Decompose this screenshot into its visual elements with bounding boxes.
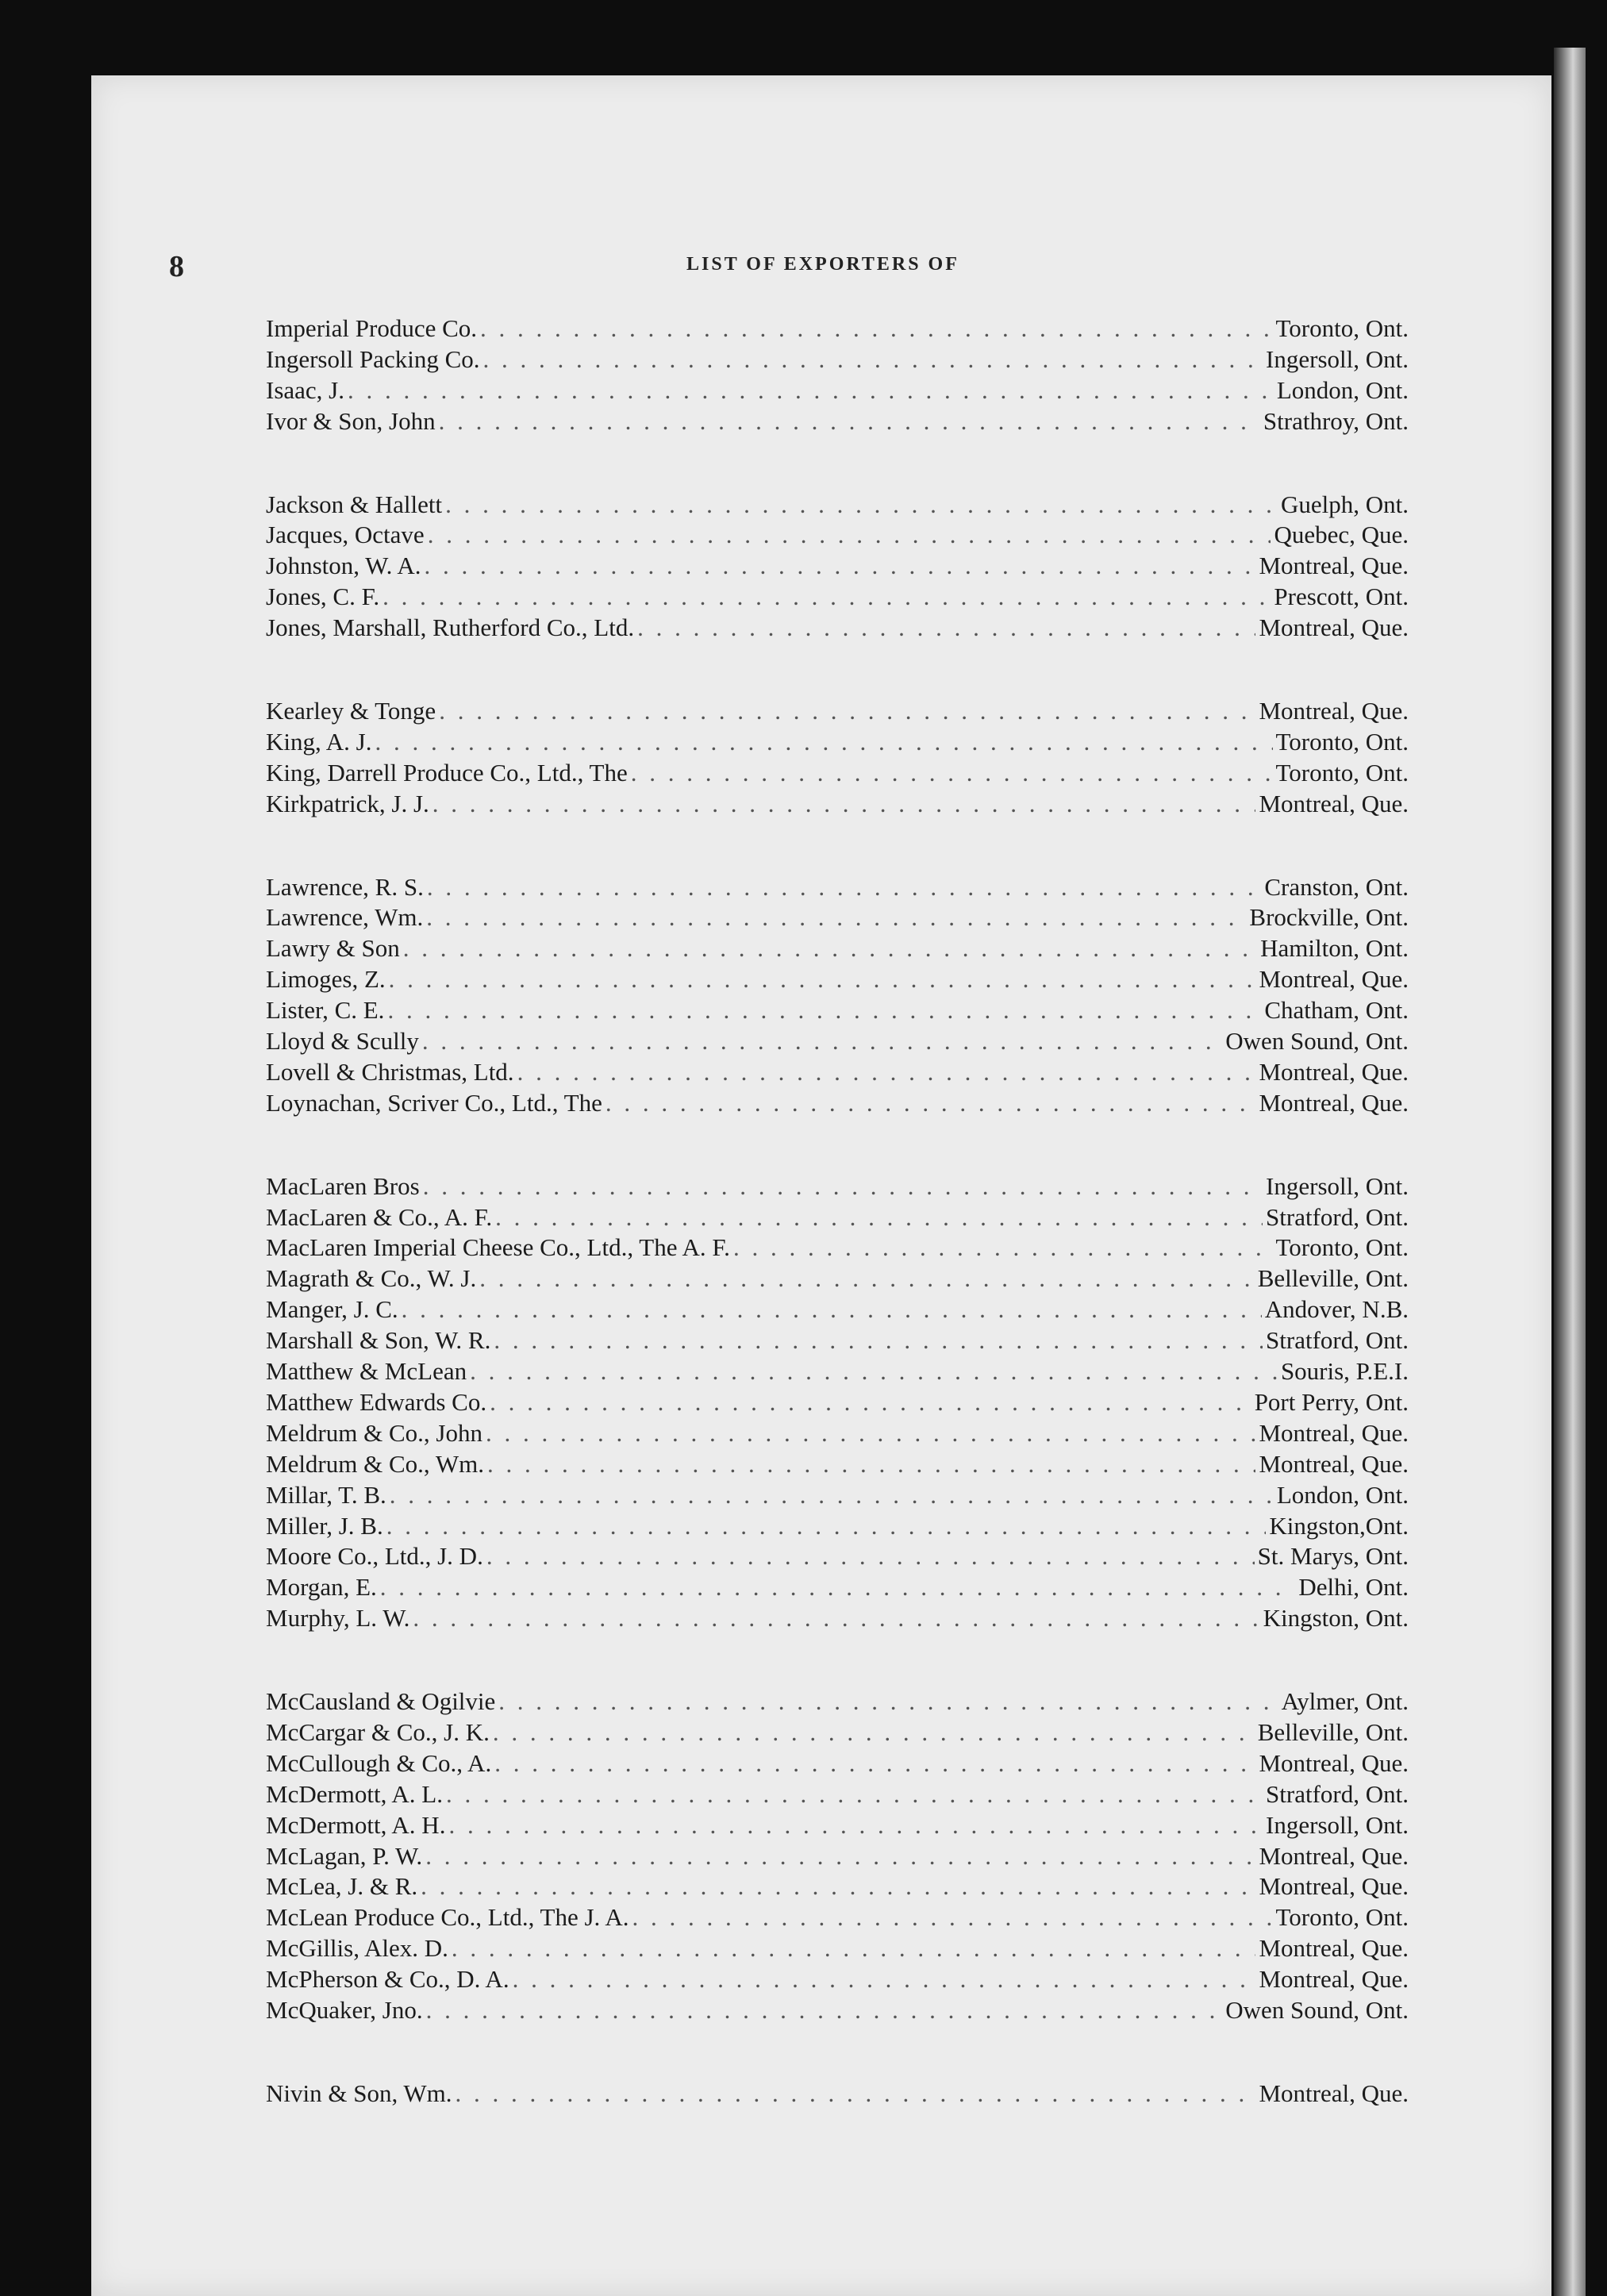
letter-group (266, 2079, 1409, 2109)
exporter-entry (266, 696, 1409, 727)
dot-leader (606, 1088, 1256, 1119)
exporter-name: Marshall & Son, W. R. (266, 1326, 491, 1355)
exporter-entry (266, 551, 1409, 582)
dot-leader (403, 933, 1257, 964)
exporter-entry (266, 1387, 1409, 1418)
dot-leader (494, 1748, 1255, 1779)
exporter-entry (266, 613, 1409, 644)
exporter-entry (266, 872, 1409, 903)
letter-group (266, 872, 1409, 1119)
exporter-entry (266, 1202, 1409, 1233)
exporter-location: Montreal, Que. (1259, 552, 1409, 580)
exporter-name: McCargar & Co., J. K. (266, 1717, 490, 1746)
book-spine-edge (1554, 48, 1586, 2296)
exporter-entry (266, 1480, 1409, 1511)
dot-leader (426, 1995, 1223, 2026)
exporter-name: MacLaren & Co., A. F. (266, 1202, 493, 1231)
exporter-entry (266, 406, 1409, 437)
exporter-location: Kingston,Ont. (1269, 1511, 1409, 1540)
exporter-entry (266, 1294, 1409, 1325)
dot-leader (390, 1480, 1274, 1511)
exporter-name: McGillis, Alex. D. (266, 1934, 448, 1963)
exporter-location: Strathroy, Ont. (1263, 406, 1409, 435)
exporter-name: McCullough & Co., A. (266, 1748, 492, 1777)
exporter-name: Lawrence, Wm. (266, 903, 424, 932)
dot-leader (383, 582, 1271, 613)
exporter-entry (266, 313, 1409, 344)
exporter-location: Belleville, Ont. (1257, 1717, 1409, 1746)
exporter-name: McPherson & Co., D. A. (266, 1965, 509, 1994)
letter-group (266, 696, 1409, 820)
exporter-name: McLagan, P. W. (266, 1841, 423, 1870)
exporter-entry (266, 902, 1409, 933)
exporter-entry (266, 1088, 1409, 1119)
exporter-name: Kearley & Tonge (266, 697, 436, 725)
exporter-entry (266, 1748, 1409, 1779)
exporter-location: Toronto, Ont. (1275, 314, 1409, 342)
dot-leader (637, 613, 1255, 644)
exporter-entry (266, 1511, 1409, 1542)
dot-leader (387, 995, 1261, 1026)
exporter-entry (266, 1325, 1409, 1356)
exporter-name: Moore Co., Ltd., J. D. (266, 1542, 483, 1571)
exporter-entry (266, 1841, 1409, 1872)
exporter-name: King, A. J. (266, 727, 372, 756)
exporter-location: Owen Sound, Ont. (1225, 1027, 1409, 1056)
dot-leader (413, 1603, 1259, 1634)
dot-leader (448, 1810, 1263, 1841)
exporter-name: Murphy, L. W. (266, 1604, 410, 1633)
dot-leader (446, 1779, 1263, 1810)
exporter-location: Aylmer, Ont. (1281, 1687, 1409, 1716)
exporter-name: Isaac, J. (266, 375, 344, 404)
exporter-location: Montreal, Que. (1259, 1418, 1409, 1447)
dot-leader (445, 490, 1278, 521)
exporter-location: St. Marys, Ont. (1257, 1542, 1409, 1571)
exporter-location: Montreal, Que. (1259, 1449, 1409, 1478)
exporter-location: Hamilton, Ont. (1260, 934, 1409, 963)
dot-leader (433, 789, 1256, 820)
exporter-entry (266, 1995, 1409, 2026)
exporter-entry (266, 1603, 1409, 1634)
exporter-name: Nivin & Son, Wm. (266, 2079, 452, 2107)
exporter-location: Kingston, Ont. (1263, 1604, 1409, 1633)
exporter-entry (266, 1449, 1409, 1480)
exporter-name: Jones, C. F. (266, 583, 380, 611)
exporter-name: Meldrum & Co., John (266, 1418, 482, 1447)
dot-leader (498, 1686, 1278, 1717)
dot-leader (425, 1841, 1255, 1872)
exporter-location: Toronto, Ont. (1275, 727, 1409, 756)
dot-leader (452, 1933, 1256, 1964)
exporter-location: Delhi, Ont. (1298, 1573, 1409, 1602)
exporter-name: McLean Produce Co., Ltd., The J. A. (266, 1903, 629, 1932)
exporter-entry (266, 1779, 1409, 1810)
exporter-location: Montreal, Que. (1259, 2079, 1409, 2107)
dot-leader (427, 872, 1261, 903)
letter-group (266, 1686, 1409, 2026)
exporter-name: Johnston, W. A. (266, 552, 421, 580)
dot-leader (480, 313, 1273, 344)
exporter-entry (266, 2079, 1409, 2109)
dot-leader (422, 1026, 1222, 1057)
exporter-name: Jones, Marshall, Rutherford Co., Ltd. (266, 613, 635, 642)
exporter-entry (266, 727, 1409, 758)
exporter-location: Belleville, Ont. (1257, 1264, 1409, 1293)
exporter-entry (266, 995, 1409, 1026)
exporter-location: Toronto, Ont. (1275, 1903, 1409, 1932)
exporter-name: MacLaren Bros (266, 1171, 420, 1200)
exporter-location: Owen Sound, Ont. (1225, 1995, 1409, 2024)
exporter-name: Ingersoll Packing Co. (266, 344, 480, 373)
exporter-location: Brockville, Ont. (1249, 903, 1409, 932)
exporter-name: King, Darrell Produce Co., Ltd., The (266, 758, 628, 786)
exporter-location: Toronto, Ont. (1275, 1233, 1409, 1262)
dot-leader (456, 2079, 1256, 2109)
exporter-name: Imperial Produce Co. (266, 314, 478, 342)
dot-leader (380, 1572, 1296, 1603)
exporter-name: Matthew & McLean (266, 1357, 467, 1386)
exporter-entry (266, 1171, 1409, 1202)
exporter-location: Montreal, Que. (1259, 1934, 1409, 1963)
dot-leader (733, 1233, 1273, 1263)
running-title: LIST OF EXPORTERS OF (686, 254, 959, 275)
exporter-location: Montreal, Que. (1259, 697, 1409, 725)
exporter-name: McCausland & Ogilvie (266, 1687, 496, 1716)
exporter-name: McLea, J. & R. (266, 1872, 418, 1901)
exporter-entry (266, 758, 1409, 789)
exporter-location: Ingersoll, Ont. (1266, 1171, 1409, 1200)
exporter-location: Montreal, Que. (1259, 1057, 1409, 1086)
dot-leader (494, 1325, 1263, 1356)
exporter-entry (266, 1810, 1409, 1841)
exporter-name: McQuaker, Jno. (266, 1995, 423, 2024)
exporter-name: Meldrum & Co., Wm. (266, 1449, 484, 1478)
exporter-location: Montreal, Que. (1259, 1965, 1409, 1994)
dot-leader (402, 1294, 1262, 1325)
exporter-location: Montreal, Que. (1259, 789, 1409, 817)
exporter-name: Loynachan, Scriver Co., Ltd., The (266, 1088, 602, 1117)
dot-leader (375, 727, 1273, 758)
dot-leader (428, 520, 1271, 551)
exporter-location: Montreal, Que. (1259, 965, 1409, 994)
exporter-entry (266, 964, 1409, 995)
exporter-name: MacLaren Imperial Cheese Co., Ltd., The A. F. (266, 1233, 730, 1262)
dot-leader (486, 1418, 1255, 1449)
exporter-name: Lawry & Son (266, 934, 400, 963)
exporter-name: Jackson & Hallett (266, 490, 443, 518)
exporter-location: London, Ont. (1276, 1480, 1409, 1509)
exporter-entry (266, 1057, 1409, 1088)
dot-leader (631, 758, 1273, 789)
exporter-entry (266, 1933, 1409, 1964)
exporter-name: Lister, C. E. (266, 996, 385, 1025)
dot-leader (513, 1964, 1256, 1995)
exporter-name: Matthew Edwards Co. (266, 1387, 487, 1416)
dot-leader (517, 1057, 1256, 1088)
exporter-location: Montreal, Que. (1259, 1748, 1409, 1777)
exporter-location: Montreal, Que. (1259, 1088, 1409, 1117)
exporter-location: Port Perry, Ont. (1254, 1387, 1409, 1416)
dot-leader (423, 1171, 1263, 1202)
exporter-entry (266, 1686, 1409, 1717)
letter-group (266, 490, 1409, 644)
exporter-name: Lloyd & Scully (266, 1027, 419, 1056)
dot-leader (487, 1449, 1255, 1480)
exporter-location: Montreal, Que. (1259, 613, 1409, 642)
exporter-location: Guelph, Ont. (1280, 490, 1409, 518)
exporter-listing (266, 313, 1409, 2162)
exporter-entry (266, 1964, 1409, 1995)
exporter-location: Chatham, Ont. (1264, 996, 1409, 1025)
exporter-location: Montreal, Que. (1259, 1872, 1409, 1901)
dot-leader (421, 1871, 1255, 1902)
exporter-name: Ivor & Son, John (266, 406, 436, 435)
dot-leader (483, 344, 1263, 375)
exporter-entry (266, 1541, 1409, 1572)
exporter-location: London, Ont. (1276, 375, 1409, 404)
exporter-location: Ingersoll, Ont. (1266, 344, 1409, 373)
exporter-entry (266, 375, 1409, 406)
exporter-location: Toronto, Ont. (1275, 758, 1409, 786)
exporter-location: Stratford, Ont. (1266, 1202, 1409, 1231)
exporter-entry (266, 1233, 1409, 1263)
exporter-location: Prescott, Ont. (1274, 583, 1409, 611)
exporter-name: Lawrence, R. S. (266, 872, 424, 901)
exporter-entry (266, 1572, 1409, 1603)
letter-group (266, 313, 1409, 437)
exporter-name: Manger, J. C. (266, 1295, 398, 1324)
dot-leader (495, 1202, 1263, 1233)
exporter-entry (266, 1902, 1409, 1933)
exporter-entry (266, 490, 1409, 521)
letter-group (266, 1171, 1409, 1634)
exporter-name: Magrath & Co., W. J. (266, 1264, 477, 1293)
exporter-location: Stratford, Ont. (1266, 1326, 1409, 1355)
dot-leader (493, 1717, 1255, 1748)
exporter-location: Stratford, Ont. (1266, 1779, 1409, 1808)
dot-leader (486, 1541, 1255, 1572)
exporter-entry (266, 1026, 1409, 1057)
exporter-location: Souris, P.E.I. (1280, 1357, 1409, 1386)
exporter-location: Montreal, Que. (1259, 1841, 1409, 1870)
exporter-name: McDermott, A. H. (266, 1810, 446, 1839)
dot-leader (425, 551, 1256, 582)
exporter-name: Kirkpatrick, J. J. (266, 789, 429, 817)
dot-leader (386, 1511, 1267, 1542)
exporter-entry (266, 1356, 1409, 1387)
exporter-entry (266, 1263, 1409, 1294)
exporter-location: Ingersoll, Ont. (1266, 1810, 1409, 1839)
exporter-location: Quebec, Que. (1274, 521, 1409, 549)
exporter-entry (266, 933, 1409, 964)
exporter-entry (266, 344, 1409, 375)
exporter-name: Miller, J. B. (266, 1511, 383, 1540)
exporter-entry (266, 1871, 1409, 1902)
exporter-name: Jacques, Octave (266, 521, 425, 549)
exporter-entry (266, 1717, 1409, 1748)
dot-leader (632, 1902, 1272, 1933)
exporter-entry (266, 1418, 1409, 1449)
dot-leader (490, 1387, 1251, 1418)
exporter-name: Millar, T. B. (266, 1480, 386, 1509)
dot-leader (439, 406, 1260, 437)
exporter-location: Andover, N.B. (1264, 1295, 1409, 1324)
exporter-entry (266, 582, 1409, 613)
dot-leader (389, 964, 1256, 995)
exporter-name: Limoges, Z. (266, 965, 386, 994)
page-number: 8 (169, 250, 184, 283)
exporter-location: Cranston, Ont. (1264, 872, 1409, 901)
exporter-entry (266, 520, 1409, 551)
dot-leader (426, 902, 1246, 933)
dot-leader (439, 696, 1255, 727)
exporter-entry (266, 789, 1409, 820)
dot-leader (479, 1263, 1254, 1294)
dot-leader (470, 1356, 1278, 1387)
exporter-name: McDermott, A. L. (266, 1779, 443, 1808)
exporter-name: Morgan, E. (266, 1573, 377, 1602)
dot-leader (348, 375, 1274, 406)
exporter-name: Lovell & Christmas, Ltd. (266, 1057, 514, 1086)
